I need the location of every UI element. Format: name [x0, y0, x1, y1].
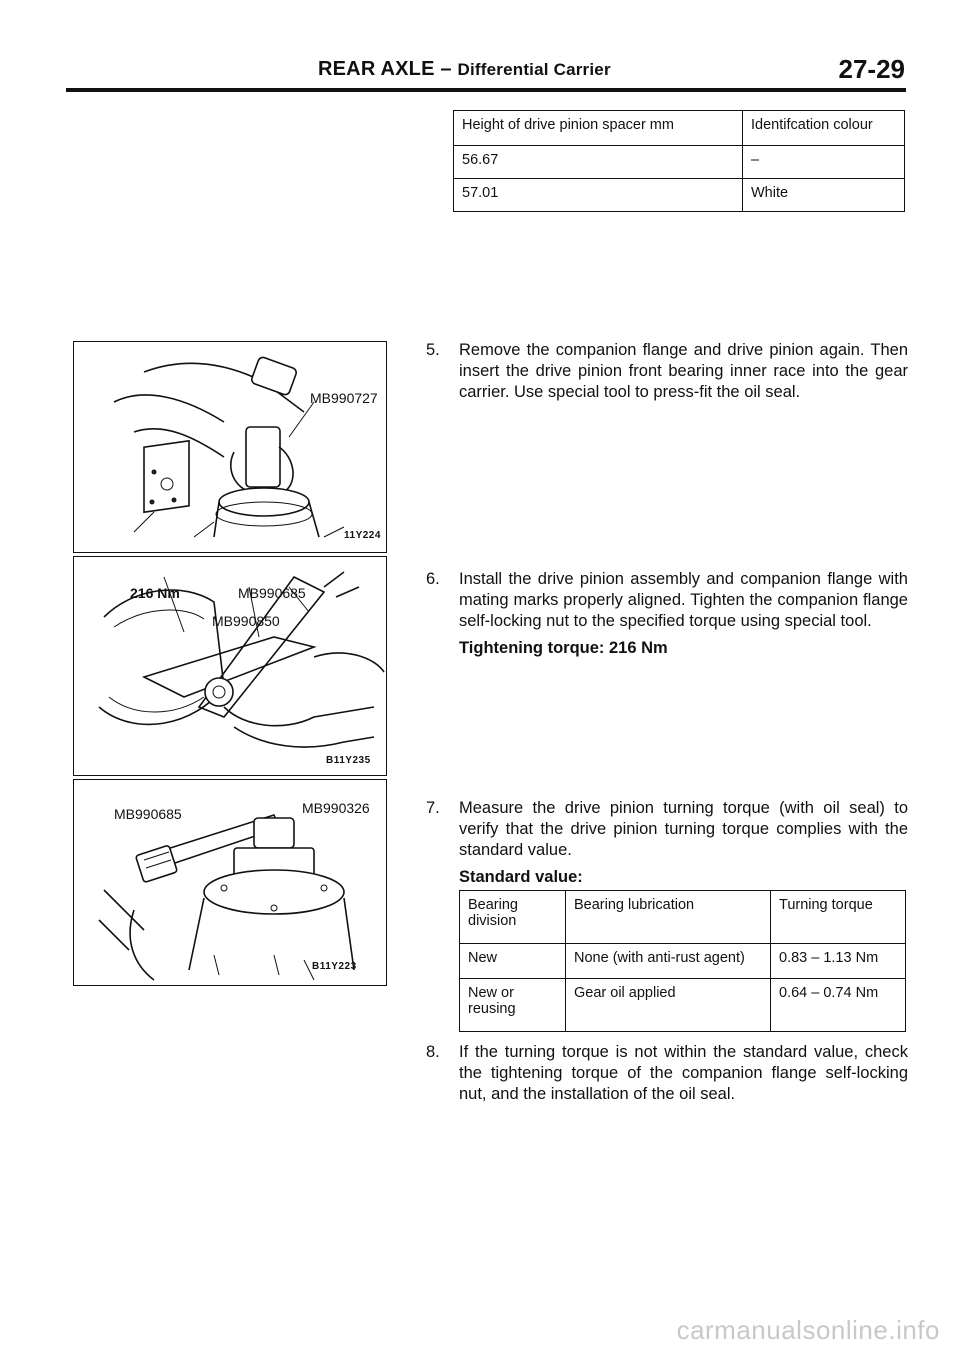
step-6 [426, 569, 908, 659]
oil-seal-tool-illustration [74, 342, 386, 552]
step-8 [426, 1042, 908, 1105]
table-header-row [454, 111, 905, 146]
title-separator: – [440, 58, 452, 80]
figure-code: 11Y224 [344, 530, 381, 541]
table-row [454, 179, 905, 212]
table-cell: New [460, 944, 566, 979]
table-cell: – [743, 146, 905, 179]
table-header-row [460, 891, 906, 944]
table-cell: 56.67 [454, 146, 743, 179]
standard-value-note: Standard value: [459, 868, 583, 886]
table-header-cell: Turning torque [771, 891, 906, 944]
torque-label: 216 Nm [130, 585, 180, 601]
tool-label: MB990685 [238, 585, 306, 601]
table-header-cell: Height of drive pinion spacer mm [454, 111, 743, 146]
table-cell: Gear oil applied [566, 979, 771, 1032]
table-cell: 57.01 [454, 179, 743, 212]
table-header-cell: Bearing lubrication [566, 891, 771, 944]
table-cell: None (with anti-rust agent) [566, 944, 771, 979]
figure-oil-seal-press-fit [73, 341, 387, 553]
figure-turning-torque-measure [73, 779, 387, 986]
step-number: 7. [426, 799, 440, 817]
section-name: REAR AXLE [318, 58, 435, 80]
tool-label: MB990727 [310, 390, 378, 406]
page-number: 27-29 [838, 54, 905, 84]
table-cell: 0.64 – 0.74 Nm [771, 979, 906, 1032]
tool-label: MB990326 [302, 800, 370, 816]
figure-code: B11Y235 [326, 755, 371, 766]
figure-code: B11Y223 [312, 961, 357, 972]
flange-wrench-illustration [74, 557, 386, 775]
subsection-name: Differential Carrier [457, 60, 611, 79]
step-number: 5. [426, 341, 440, 359]
table-row [454, 146, 905, 179]
tool-label: MB990850 [212, 613, 280, 629]
table-header-cell: Bearing division [460, 891, 566, 944]
step-5 [426, 340, 908, 403]
step-number: 6. [426, 570, 440, 588]
table-cell: New or reusing [460, 979, 566, 1032]
step-number: 8. [426, 1043, 440, 1061]
header-divider [66, 88, 906, 92]
table-header-cell: Identifcation colour [743, 111, 905, 146]
tool-label: MB990685 [114, 806, 182, 822]
table-cell: 0.83 – 1.13 Nm [771, 944, 906, 979]
table-cell: White [743, 179, 905, 212]
step-7 [426, 798, 908, 888]
turning-torque-table [459, 890, 906, 1032]
table-row [460, 944, 906, 979]
step-text: Install the drive pinion assembly and companion flange with mating marks properly aligned. Tighten the companion flange self-locking nut to the specified torque using special tool. [459, 570, 908, 630]
step-text: If the turning torque is not within the standard value, check the tightening torque of the companion flange self-locking nut, and the installation of the oil seal. [459, 1043, 908, 1103]
section-title [318, 58, 611, 81]
figure-flange-nut-tightening [73, 556, 387, 776]
tightening-torque-note: Tightening torque: 216 Nm [459, 639, 668, 657]
site-watermark: carmanualsonline.info [676, 1315, 940, 1345]
step-text: Measure the drive pinion turning torque (with oil seal) to verify that the drive pinion turning torque complies with the standard value. [459, 799, 908, 859]
table-row [460, 979, 906, 1032]
step-text: Remove the companion flange and drive pinion again. Then insert the drive pinion front bearing inner race into the gear carrier. Use special tool to press-fit the oil seal. [459, 341, 908, 401]
spacer-table [453, 110, 905, 212]
